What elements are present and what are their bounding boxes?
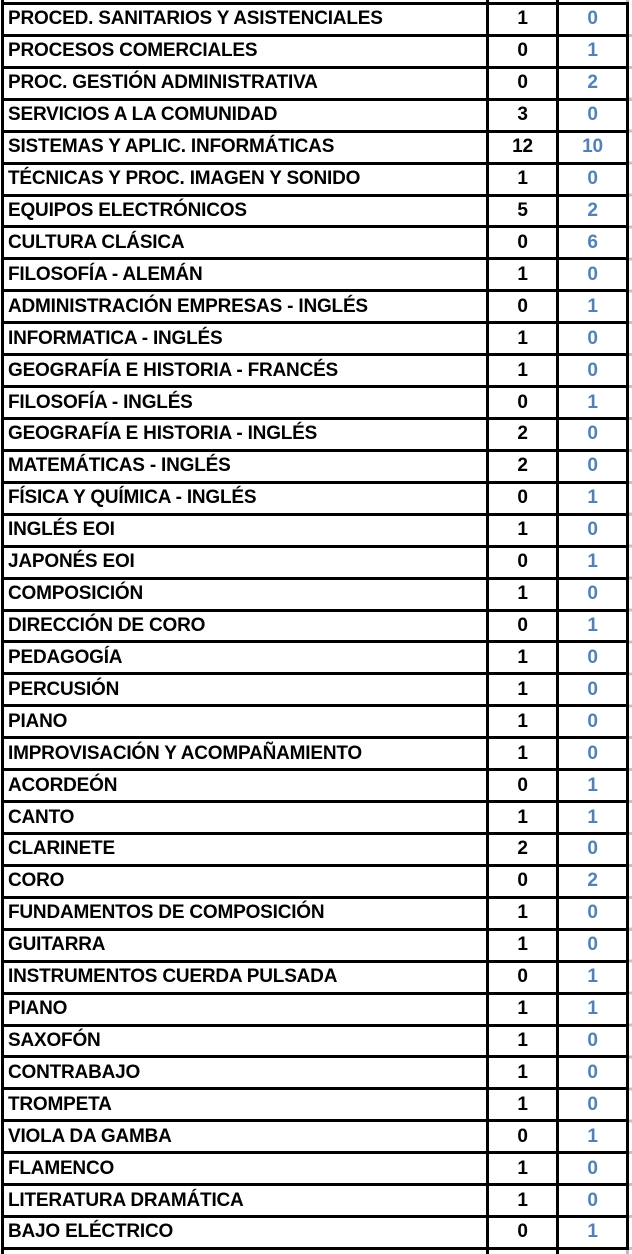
black-count-cell[interactable]: 0	[489, 1218, 559, 1250]
subject-cell[interactable]: PROCESOS COMERCIALES	[4, 37, 489, 69]
subject-cell[interactable]: GEOGRAFÍA E HISTORIA - INGLÉS	[4, 420, 489, 452]
blue-count-cell[interactable]: 1	[559, 771, 629, 803]
table-row	[4, 133, 629, 165]
blue-count-cell[interactable]: 2	[559, 867, 629, 899]
black-count-cell[interactable]: 1	[489, 803, 559, 835]
table-row	[4, 420, 629, 452]
blue-count-cell[interactable]: 6	[559, 228, 629, 260]
black-count-cell[interactable]: 0	[489, 292, 559, 324]
black-count-cell[interactable]: 1	[489, 995, 559, 1027]
blue-count-cell[interactable]: 1	[559, 388, 629, 420]
blue-count-cell[interactable]: 1	[559, 484, 629, 516]
black-count-cell[interactable]: 0	[489, 612, 559, 644]
black-count-cell[interactable]: 0	[489, 963, 559, 995]
blue-count-cell[interactable]: 1	[559, 37, 629, 69]
subject-cell[interactable]: FÍSICA Y QUÍMICA - INGLÉS	[4, 484, 489, 516]
subject-cell[interactable]: EQUIPOS ELECTRÓNICOS	[4, 197, 489, 229]
black-count-cell[interactable]: 1	[489, 643, 559, 675]
subject-cell[interactable]: DIRECCIÓN DE CORO	[4, 612, 489, 644]
blue-count-cell[interactable]: 1	[559, 803, 629, 835]
subject-cell[interactable]: TROMPETA	[4, 1090, 489, 1122]
black-count-cell[interactable]: 1	[489, 165, 559, 197]
subject-cell[interactable]: GEOGRAFÍA E HISTORIA - FRANCÉS	[4, 356, 489, 388]
black-count-cell[interactable]: 12	[489, 133, 559, 165]
table-row	[4, 739, 629, 771]
blue-count-cell[interactable]: 0	[559, 260, 629, 292]
blue-count-cell[interactable]: 1	[559, 1122, 629, 1154]
black-count-cell[interactable]: 1	[489, 260, 559, 292]
black-count-cell[interactable]: 1	[489, 739, 559, 771]
subject-cell[interactable]: FLAMENCO	[4, 1154, 489, 1186]
blue-count-cell[interactable]: 1	[559, 612, 629, 644]
table-row	[4, 803, 629, 835]
subject-cell[interactable]: FUNDAMENTOS DE COMPOSICIÓN	[4, 899, 489, 931]
black-count-cell[interactable]: 0	[489, 771, 559, 803]
blue-count-cell[interactable]: 0	[559, 739, 629, 771]
subject-cell[interactable]: PEDAGOGÍA	[4, 643, 489, 675]
table-row	[4, 452, 629, 484]
subject-cell[interactable]: CANTO	[4, 803, 489, 835]
subject-cell[interactable]: SERVICIOS A LA COMUNIDAD	[4, 101, 489, 133]
blue-count-cell[interactable]: 0	[559, 516, 629, 548]
blue-count-cell[interactable]: 0	[559, 1090, 629, 1122]
black-count-cell[interactable]: 1	[489, 5, 559, 37]
blue-count-cell[interactable]: 0	[559, 5, 629, 37]
black-count-cell[interactable]: 1	[489, 1186, 559, 1218]
black-count-cell[interactable]: 1	[489, 675, 559, 707]
blue-count-cell[interactable]: 0	[559, 324, 629, 356]
blue-count-cell[interactable]: 1	[559, 963, 629, 995]
subject-cell[interactable]: SISTEMAS Y APLIC. INFORMÁTICAS	[4, 133, 489, 165]
subject-cell[interactable]: GUITARRA	[4, 931, 489, 963]
black-count-cell[interactable]: 1	[489, 1154, 559, 1186]
black-count-cell[interactable]: 1	[489, 707, 559, 739]
table-row	[4, 1090, 629, 1122]
table-row	[4, 995, 629, 1027]
table-row	[4, 931, 629, 963]
black-count-cell[interactable]: 0	[489, 69, 559, 101]
blue-count-cell[interactable]: 0	[559, 707, 629, 739]
subject-cell[interactable]: INSTRUMENTOS CUERDA PULSADA	[4, 963, 489, 995]
grid-border-stub	[1, 1250, 4, 1254]
table-row	[4, 963, 629, 995]
subject-cell[interactable]: PERCUSIÓN	[4, 675, 489, 707]
black-count-cell[interactable]: 0	[489, 484, 559, 516]
subject-cell[interactable]: PIANO	[4, 995, 489, 1027]
table-row	[4, 324, 629, 356]
subject-cell[interactable]: IMPROVISACIÓN Y ACOMPAÑAMIENTO	[4, 739, 489, 771]
table-row	[4, 388, 629, 420]
black-count-cell[interactable]: 2	[489, 420, 559, 452]
blue-count-cell[interactable]: 0	[559, 420, 629, 452]
black-count-cell[interactable]: 2	[489, 835, 559, 867]
blue-count-cell[interactable]: 0	[559, 1186, 629, 1218]
subject-cell[interactable]: COMPOSICIÓN	[4, 580, 489, 612]
table-row	[4, 292, 629, 324]
staff-table	[1, 2, 629, 1250]
subject-cell[interactable]: CULTURA CLÁSICA	[4, 228, 489, 260]
blue-count-cell[interactable]: 1	[559, 1218, 629, 1250]
blue-count-cell[interactable]: 1	[559, 995, 629, 1027]
blue-count-cell[interactable]: 0	[559, 165, 629, 197]
subject-cell[interactable]: VIOLA DA GAMBA	[4, 1122, 489, 1154]
table-row	[4, 37, 629, 69]
subject-cell[interactable]: PIANO	[4, 707, 489, 739]
table-row	[4, 260, 629, 292]
subject-cell[interactable]: CLARINETE	[4, 835, 489, 867]
black-count-cell[interactable]: 3	[489, 101, 559, 133]
black-count-cell[interactable]: 1	[489, 1058, 559, 1090]
black-count-cell[interactable]: 0	[489, 1122, 559, 1154]
table-row	[4, 867, 629, 899]
table-row	[4, 1027, 629, 1059]
black-count-cell[interactable]: 0	[489, 37, 559, 69]
blue-count-cell[interactable]: 0	[559, 675, 629, 707]
black-count-cell[interactable]: 0	[489, 867, 559, 899]
black-count-cell[interactable]: 1	[489, 1027, 559, 1059]
blue-count-cell[interactable]: 0	[559, 931, 629, 963]
table-row	[4, 643, 629, 675]
blue-count-cell[interactable]: 0	[559, 1058, 629, 1090]
black-count-cell[interactable]: 1	[489, 899, 559, 931]
blue-count-cell[interactable]: 0	[559, 356, 629, 388]
table-row	[4, 1186, 629, 1218]
black-count-cell[interactable]: 0	[489, 388, 559, 420]
table-row	[4, 1218, 629, 1250]
subject-cell[interactable]: PROC. GESTIÓN ADMINISTRATIVA	[4, 69, 489, 101]
table-row	[4, 69, 629, 101]
table-row	[4, 1122, 629, 1154]
table-row	[4, 707, 629, 739]
grid-border-stub	[486, 1250, 489, 1254]
table-row	[4, 548, 629, 580]
subject-cell[interactable]: FILOSOFÍA - INGLÉS	[4, 388, 489, 420]
blue-count-cell[interactable]: 0	[559, 580, 629, 612]
black-count-cell[interactable]: 1	[489, 516, 559, 548]
table-row	[4, 165, 629, 197]
table-row	[4, 771, 629, 803]
table-row	[4, 1154, 629, 1186]
blue-count-cell[interactable]: 0	[559, 1027, 629, 1059]
grid-border-stub	[556, 1250, 559, 1254]
table-row	[4, 675, 629, 707]
subject-cell[interactable]: INFORMATICA - INGLÉS	[4, 324, 489, 356]
black-count-cell[interactable]: 1	[489, 356, 559, 388]
blue-count-cell[interactable]: 0	[559, 899, 629, 931]
black-count-cell[interactable]: 1	[489, 1090, 559, 1122]
subject-cell[interactable]: CORO	[4, 867, 489, 899]
black-count-cell[interactable]: 5	[489, 197, 559, 229]
blue-count-cell[interactable]: 0	[559, 101, 629, 133]
blue-count-cell[interactable]: 1	[559, 548, 629, 580]
table-row	[4, 612, 629, 644]
table-row	[4, 1058, 629, 1090]
subject-cell[interactable]: PROCED. SANITARIOS Y ASISTENCIALES	[4, 5, 489, 37]
table-row	[4, 5, 629, 37]
blue-count-cell[interactable]: 2	[559, 197, 629, 229]
table-row	[4, 899, 629, 931]
subject-cell[interactable]: ADMINISTRACIÓN EMPRESAS - INGLÉS	[4, 292, 489, 324]
black-count-cell[interactable]: 0	[489, 548, 559, 580]
table-row	[4, 835, 629, 867]
table-row	[4, 516, 629, 548]
blue-count-cell[interactable]: 10	[559, 133, 629, 165]
subject-cell[interactable]: MATEMÁTICAS - INGLÉS	[4, 452, 489, 484]
black-count-cell[interactable]: 1	[489, 324, 559, 356]
blue-count-cell[interactable]: 0	[559, 643, 629, 675]
blue-count-cell[interactable]: 1	[559, 292, 629, 324]
table-row	[4, 101, 629, 133]
subject-cell[interactable]: FILOSOFÍA - ALEMÁN	[4, 260, 489, 292]
black-count-cell[interactable]: 1	[489, 931, 559, 963]
table-row	[4, 580, 629, 612]
blue-count-cell[interactable]: 0	[559, 835, 629, 867]
table-row	[4, 197, 629, 229]
table-row	[4, 356, 629, 388]
subject-cell[interactable]: JAPONÉS EOI	[4, 548, 489, 580]
blue-count-cell[interactable]: 0	[559, 1154, 629, 1186]
subject-cell[interactable]: ACORDEÓN	[4, 771, 489, 803]
blue-count-cell[interactable]: 2	[559, 69, 629, 101]
black-count-cell[interactable]: 1	[489, 580, 559, 612]
grid-border-stub	[626, 1250, 629, 1254]
subject-cell[interactable]: CONTRABAJO	[4, 1058, 489, 1090]
subject-cell[interactable]: SAXOFÓN	[4, 1027, 489, 1059]
subject-cell[interactable]: LITERATURA DRAMÁTICA	[4, 1186, 489, 1218]
subject-cell[interactable]: INGLÉS EOI	[4, 516, 489, 548]
table-row	[4, 228, 629, 260]
black-count-cell[interactable]: 2	[489, 452, 559, 484]
subject-cell[interactable]: BAJO ELÉCTRICO	[4, 1218, 489, 1250]
blue-count-cell[interactable]: 0	[559, 452, 629, 484]
black-count-cell[interactable]: 0	[489, 228, 559, 260]
table-row	[4, 484, 629, 516]
subject-cell[interactable]: TÉCNICAS Y PROC. IMAGEN Y SONIDO	[4, 165, 489, 197]
